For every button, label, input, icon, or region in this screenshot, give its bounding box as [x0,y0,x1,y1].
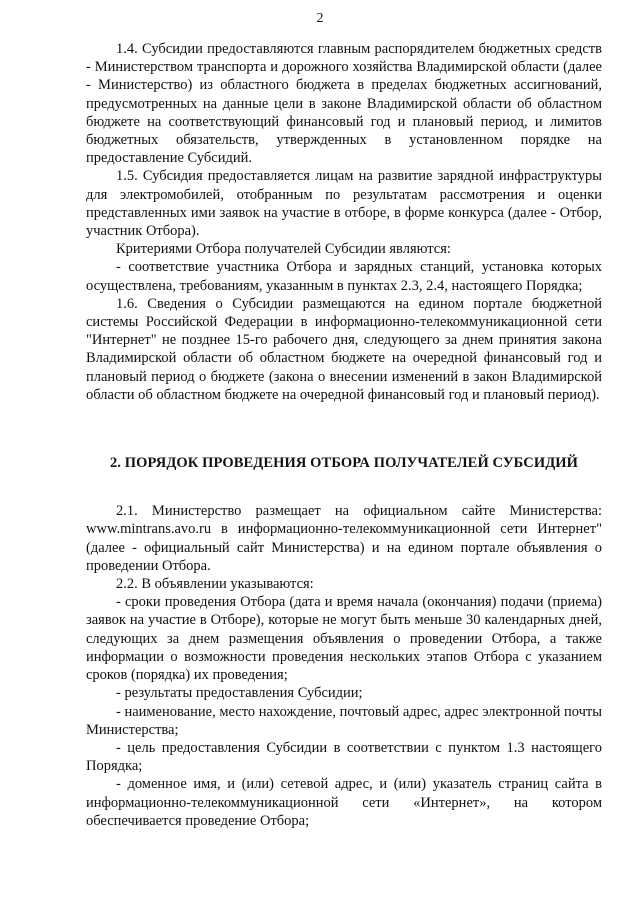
paragraph-1-4: 1.4. Субсидии предоставляются главным распорядителем бюджетных средств - Министерством транспорта и дорожного хозяйства Владимирской области (далее - Министерство) из областного бюджета в пределах бюджетных ассигнований, предусмотренных на данные цели в законе Владимирской области об областном бюджете на соответствующий финансовый год и плановый период, и лимитов бюджетных обязательств, утвержденных в установленном порядке на предоставление Субсидий. [86,41,602,167]
paragraph-2-1: 2.1. Министерство размещает на официальном сайте Министерства: www.mintrans.avo.ru в информационно-телекоммуникационной сети Интернет" (далее - официальный сайт Министерства) и на едином портале объявления о проведении Отбора. [86,503,602,574]
section-2-heading: 2. ПОРЯДОК ПРОВЕДЕНИЯ ОТБОРА ПОЛУЧАТЕЛЕЙ СУБСИДИЙ [109,455,579,472]
list-item-results: - результаты предоставления Субсидии; [116,685,363,702]
list-item-website: - доменное имя, и (или) сетевой адрес, и (или) указатель страниц сайта в информационно-телекоммуникационной сети «Интернет», на котором обеспечивается проведение Отбора; [86,776,602,829]
page-number: 2 [316,11,324,26]
list-item-deadlines: - сроки проведения Отбора (дата и время начала (окончания) подачи (приема) заявок на участие в Отборе), которые не могут быть меньше 30 календарных дней, следующих за днем размещения объявления о проведении Отбора, а также информации о возможности проведения нескольких этапов Отбора с указанием сроков (порядка) их проведения; [86,594,602,684]
criteria-item: - соответствие участника Отбора и зарядных станций, установка которых осуществлена, требованиям, указанным в пунктах 2.3, 2.4, настоящего Порядка; [86,259,602,294]
paragraph-1-6: 1.6. Сведения о Субсидии размещаются на едином портале бюджетной системы Российской Федерации в информационно-телекоммуникационной сети "Интернет" не позднее 15-го рабочего дня, следующего за днем принятия закона Владимирской области об областном бюджете на очередной финансовый год и плановый период о бюджете (закона о внесении изменений в закон Владимирской области об областном бюджете на очередной финансовый год и плановый период). [86,295,602,403]
paragraph-2-2: 2.2. В объявлении указываются: [116,576,314,593]
list-item-purpose: - цель предоставления Субсидии в соответствии с пунктом 1.3 настоящего Порядка; [86,739,602,775]
paragraph-1-5: 1.5. Субсидия предоставляется лицам на развитие зарядной инфраструктуры для электромобилей, отобранным по результатам рассмотрения и оценки представленных ими заявок на участие в отборе, в форме конкурса (далее - Отбор, участник Отбора). [86,168,602,240]
criteria-intro: Критериями Отбора получателей Субсидии являются: [116,241,451,258]
list-item-ministry-contacts: - наименование, место нахождение, почтовый адрес, адрес электронной почты Министерства; [86,703,602,738]
document-body [86,40,602,830]
